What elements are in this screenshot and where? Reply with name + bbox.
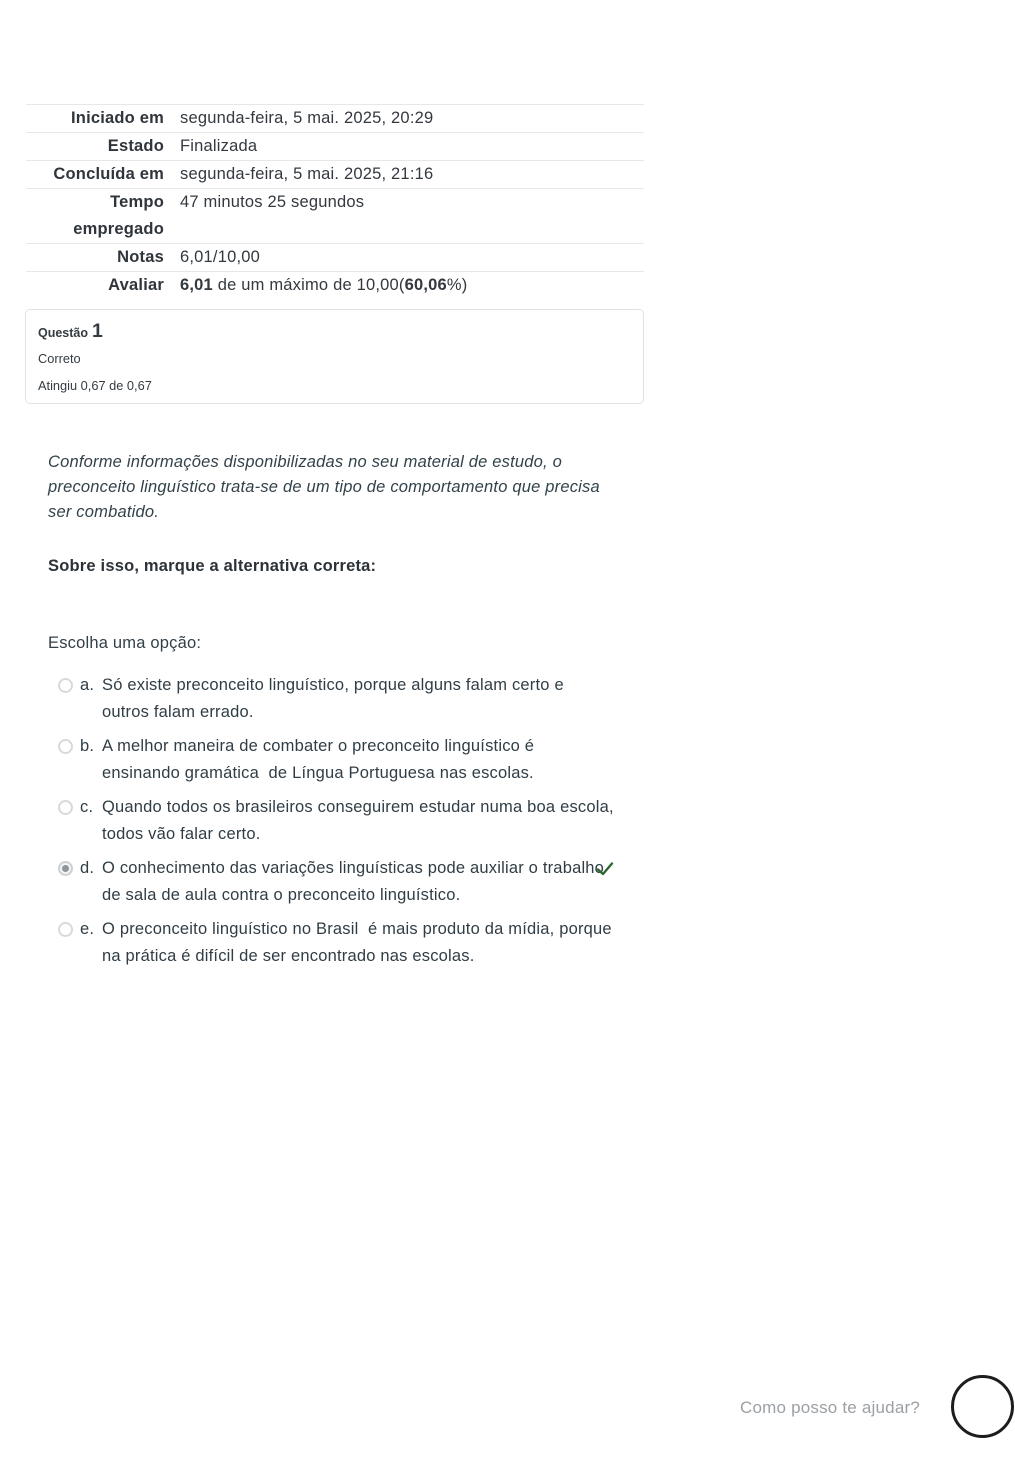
option-letter: a. xyxy=(80,676,95,694)
row-value: 6,01/10,00 xyxy=(180,248,260,266)
row-value: 47 minutos 25 segundos xyxy=(180,193,365,211)
row-label: Iniciado em xyxy=(71,109,164,127)
option-c[interactable] xyxy=(58,794,644,848)
row-label: Tempo empregado xyxy=(73,193,164,238)
chat-helper-text: Como posso te ajudar? xyxy=(740,1398,920,1417)
option-a[interactable] xyxy=(58,672,644,726)
correct-check-icon xyxy=(596,860,614,878)
option-letter: d. xyxy=(80,859,95,877)
question-title xyxy=(38,320,631,344)
table-row xyxy=(26,160,644,188)
row-label: Concluída em xyxy=(53,165,164,183)
row-value xyxy=(180,272,644,299)
question-state: Correto xyxy=(38,351,81,366)
option-e[interactable] xyxy=(58,916,644,970)
attempt-summary-table xyxy=(26,104,644,299)
option-d[interactable] xyxy=(58,855,644,909)
question-body xyxy=(48,450,644,977)
table-row xyxy=(26,188,644,243)
row-value: Finalizada xyxy=(180,137,258,155)
radio-button[interactable] xyxy=(58,922,73,937)
question-stem: Conforme informações disponibilizadas no seu material de estudo, o preconceito linguístico trata-se de um tipo de comportamento que precisa ser combatido. xyxy=(48,453,600,521)
radio-button[interactable] xyxy=(58,861,73,876)
option-letter: b. xyxy=(80,737,95,755)
table-row xyxy=(26,243,644,271)
choose-option-label: Escolha uma opção: xyxy=(48,634,202,652)
row-value: segunda-feira, 5 mai. 2025, 21:16 xyxy=(180,165,434,183)
question-prompt: Sobre isso, marque a alternativa correta: xyxy=(48,557,377,575)
question-label: Questão xyxy=(38,326,89,340)
row-value: segunda-feira, 5 mai. 2025, 20:29 xyxy=(180,109,434,127)
row-label: Estado xyxy=(107,137,164,155)
table-row-avaliar xyxy=(26,271,644,299)
grade-value: 6,01 xyxy=(180,276,213,294)
table-row xyxy=(26,104,644,132)
option-text: O preconceito linguístico no Brasil é mais produto da mídia, porque na prática é difícil de ser encontrado nas escolas. xyxy=(102,920,617,965)
question-grade-note: Atingiu 0,67 de 0,67 xyxy=(38,378,152,393)
grade-text: de um máximo de 10,00( xyxy=(212,276,405,294)
radio-button[interactable] xyxy=(58,739,73,754)
question-info-box xyxy=(25,309,644,404)
grade-suffix: %) xyxy=(446,276,468,294)
option-text: O conhecimento das variações linguísticas pode auxiliar o trabalho de sala de aula contra o preconceito linguístico. xyxy=(102,859,609,904)
options-list xyxy=(48,672,644,970)
row-label: Avaliar xyxy=(108,276,164,294)
question-number: 1 xyxy=(92,320,103,342)
table-row xyxy=(26,132,644,160)
chat-button-circle-icon[interactable] xyxy=(951,1375,1014,1438)
radio-button[interactable] xyxy=(58,678,73,693)
row-label: Notas xyxy=(117,248,164,266)
option-letter: c. xyxy=(80,798,94,816)
option-b[interactable] xyxy=(58,733,644,787)
option-text: A melhor maneira de combater o preconceito linguístico é ensinando gramática de Língua Portuguesa nas escolas. xyxy=(102,737,539,782)
grade-percent: 60,06 xyxy=(404,276,447,294)
radio-button[interactable] xyxy=(58,800,73,815)
option-letter: e. xyxy=(80,920,95,938)
option-text: Só existe preconceito linguístico, porque alguns falam certo e outros falam errado. xyxy=(102,676,569,721)
option-text: Quando todos os brasileiros conseguirem estudar numa boa escola, todos vão falar certo. xyxy=(102,798,624,843)
